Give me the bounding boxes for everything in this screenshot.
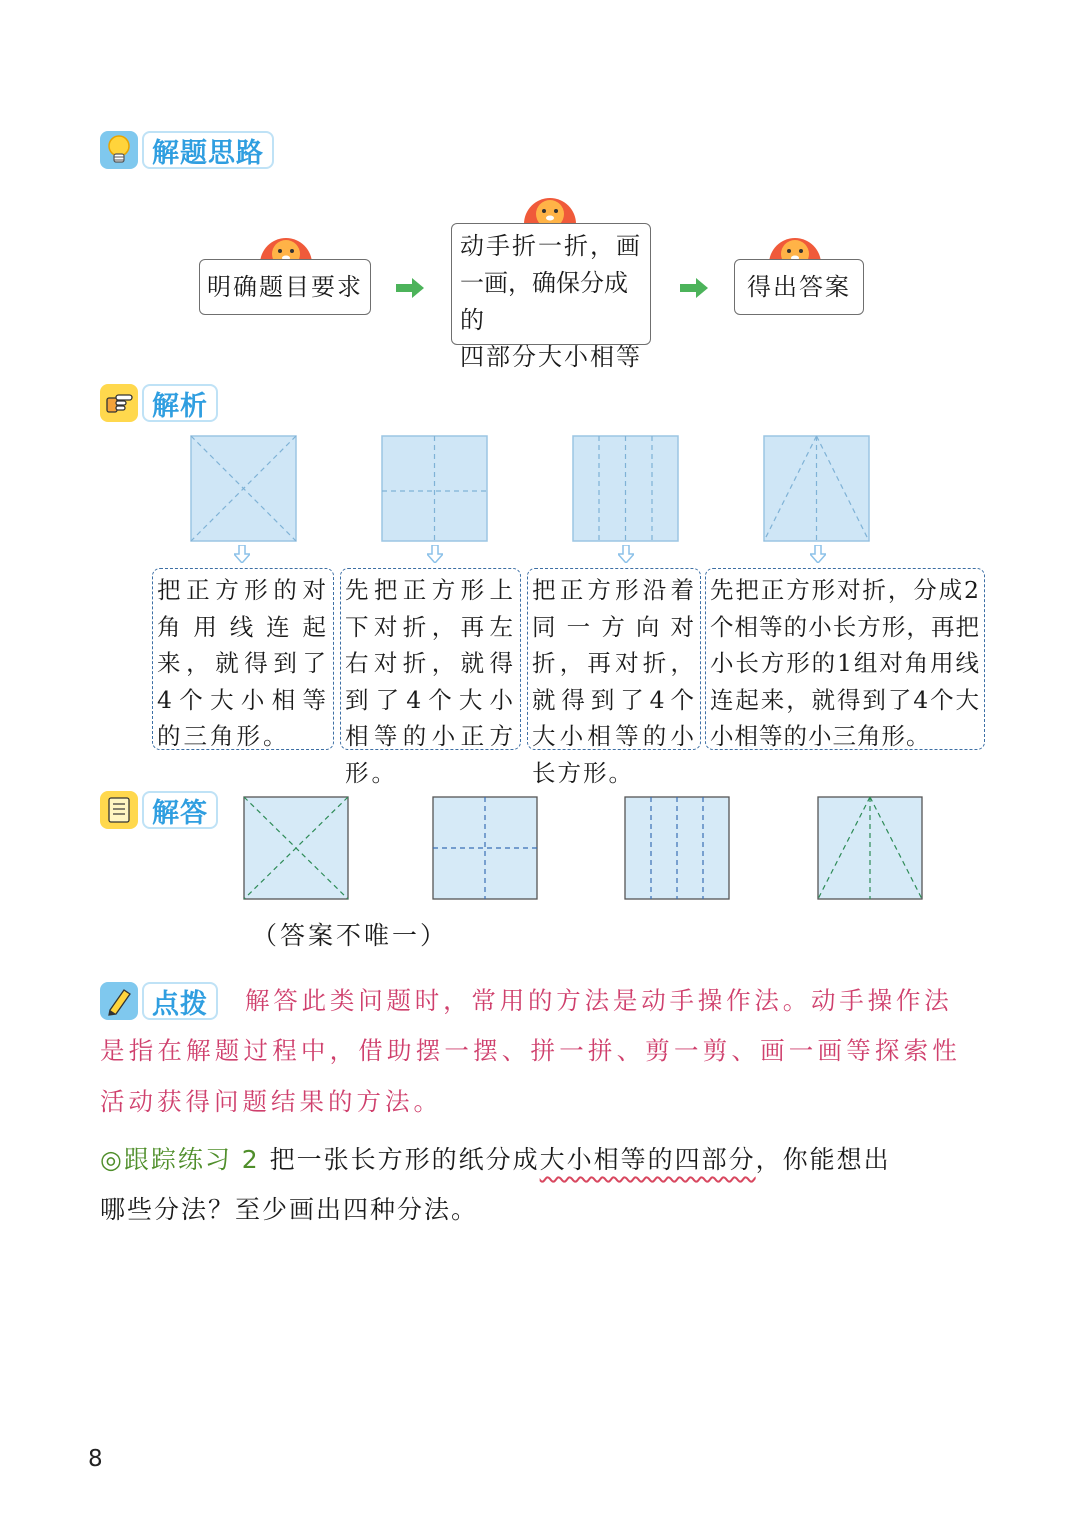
thinking-label: 解题思路 xyxy=(142,131,274,169)
arrow-right-icon xyxy=(680,278,708,298)
flow-step-2-line2: 一画，确保分成的 xyxy=(460,269,628,334)
practice-text-a: 把一张长方形的纸分成 xyxy=(269,1145,540,1174)
flow-step-2 xyxy=(451,223,651,371)
pointing-hand-icon xyxy=(100,384,138,422)
tip-line-3: 活动获得问题结果的方法。 xyxy=(100,1087,442,1116)
answer-square-diagonals xyxy=(243,796,349,900)
square-cross-figure xyxy=(381,435,488,542)
page-number: 8 xyxy=(88,1446,103,1472)
arrow-down-icon xyxy=(427,545,443,563)
flow-step-1: 明确题目要求 xyxy=(199,259,371,315)
flow-step-3: 得出答案 xyxy=(734,259,864,315)
tip-line-1: 解答此类问题时，常用的方法是动手操作法。动手操作法 xyxy=(245,986,953,1015)
square-strips-figure xyxy=(572,435,679,542)
lightbulb-icon xyxy=(100,131,138,169)
practice-line-2: 哪些分法？至少画出四种分法。 xyxy=(100,1195,479,1224)
arrow-right-icon xyxy=(396,278,424,298)
thinking-section-header xyxy=(100,131,274,169)
practice-emphasis: 大小相等的四部分 xyxy=(539,1145,756,1174)
answer-square-strips xyxy=(624,796,730,900)
analysis-section-header xyxy=(100,384,218,422)
square-triangles-figure xyxy=(763,435,870,542)
tip-section-header xyxy=(100,982,218,1020)
answer-square-triangles xyxy=(817,796,923,900)
analysis-label: 解析 xyxy=(142,384,218,422)
practice-line-1 xyxy=(100,1138,891,1182)
square-diagonals-figure xyxy=(190,435,297,542)
analysis-box-1: 把正方形的对角用线连起来，就得到了4个大小相等的三角形。 xyxy=(152,568,334,750)
answer-section-header xyxy=(100,791,218,829)
analysis-box-3: 把正方形沿着同一方向对折，再对折，就得到了4个大小相等的小长方形。 xyxy=(527,568,701,750)
flow-step-2-line3: 四部分大小相等 xyxy=(460,343,642,371)
pencil-icon xyxy=(100,982,138,1020)
practice-title: 跟踪练习 2 xyxy=(123,1145,260,1174)
scroll-icon xyxy=(100,791,138,829)
answer-label: 解答 xyxy=(142,791,218,829)
tip-line-2: 是指在解题过程中，借助摆一摆、拼一拼、剪一剪、画一画等探索性 xyxy=(100,1036,961,1065)
answer-square-cross xyxy=(432,796,538,900)
flow-step-2-line1: 动手折一折，画 xyxy=(460,232,642,260)
analysis-box-4: 先把正方形对折，分成2个相等的小长方形，再把小长方形的1组对角用线连起来，就得到了4个大小相等的小三角形。 xyxy=(705,568,985,750)
arrow-down-icon xyxy=(618,545,634,563)
practice-marker: ◎ xyxy=(100,1145,124,1174)
practice-text-b: ，你能想出 xyxy=(755,1145,891,1174)
lion-mascot-icon xyxy=(520,188,580,224)
arrow-down-icon xyxy=(810,545,826,563)
tip-label: 点拨 xyxy=(142,982,218,1020)
analysis-box-2: 先把正方形上下对折，再左右对折，就得到了4个大小相等的小正方形。 xyxy=(340,568,521,750)
answer-note: （答案不唯一） xyxy=(252,921,449,950)
arrow-down-icon xyxy=(234,545,250,563)
